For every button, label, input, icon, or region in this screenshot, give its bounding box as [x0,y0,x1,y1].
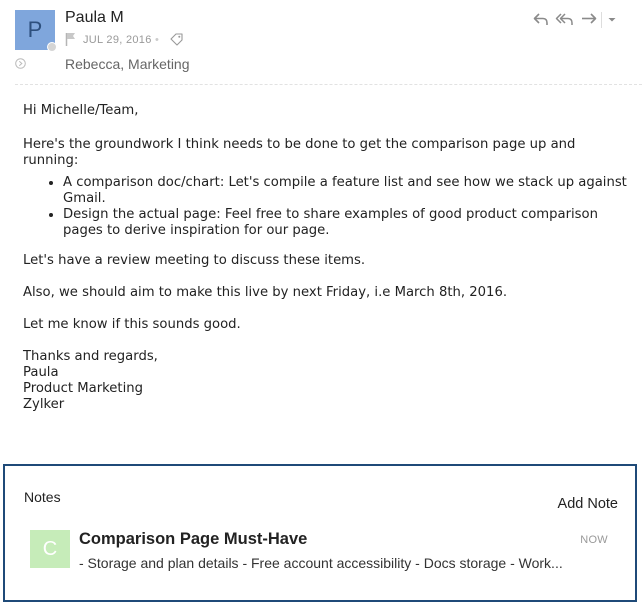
signature-role: Product Marketing [23,381,143,396]
signature-company: Zylker [23,397,65,412]
feedback-line: Let me know if this sounds good. [23,317,241,332]
notes-panel [3,464,637,602]
bullet-2-line-2: pages to derive inspiration for our page. [63,223,330,238]
presence-indicator [47,42,57,52]
header-divider [15,84,642,85]
sender-name[interactable]: Paula M [65,9,124,26]
review-line: Let's have a review meeting to discuss these items. [23,253,366,268]
message-body [23,103,639,413]
note-avatar-letter: C [42,537,58,560]
chevron-down-icon[interactable] [606,11,618,27]
tag-icon[interactable] [170,33,183,46]
signoff: Thanks and regards, [23,349,158,364]
list-item [63,207,639,239]
flag-icon[interactable] [65,32,77,46]
reply-icon[interactable] [532,11,550,27]
intro-line-2: running: [23,153,79,168]
greeting: Hi Michelle/Team, [23,103,139,118]
bullet-1-line-1: A comparison doc/chart: Let's compile a feature list and see how we stack up against [63,175,627,190]
bullet-2-line-1: Design the actual page: Feel free to share examples of good product comparison [63,207,598,222]
avatar-letter: P [27,17,43,42]
signature-name: Paula [23,365,59,380]
reply-all-icon[interactable] [555,11,575,27]
note-avatar [30,530,70,568]
note-snippet[interactable]: - Storage and plan details - Free account accessibility - Docs storage - Work... [79,555,563,571]
notes-title: Notes [24,489,61,505]
bullet-1-line-2: Gmail. [63,191,106,206]
toolbar-divider [601,12,602,28]
note-title[interactable]: Comparison Page Must-Have [79,530,308,548]
recipients-list[interactable]: Rebecca, Marketing [65,56,190,72]
intro-line-1: Here's the groundwork I think needs to be done to get the comparison page up and [23,137,576,152]
note-timestamp: NOW [580,534,608,546]
expand-details-icon[interactable] [15,58,26,69]
forward-icon[interactable] [580,11,598,27]
message-date: JUL 29, 2016 [83,34,152,46]
bullet-list [23,175,639,239]
list-item [63,175,639,207]
add-note-button[interactable]: Add Note [557,496,618,512]
separator-dot: • [155,34,159,46]
deadline-line: Also, we should aim to make this live by next Friday, i.e March 8th, 2016. [23,285,508,300]
